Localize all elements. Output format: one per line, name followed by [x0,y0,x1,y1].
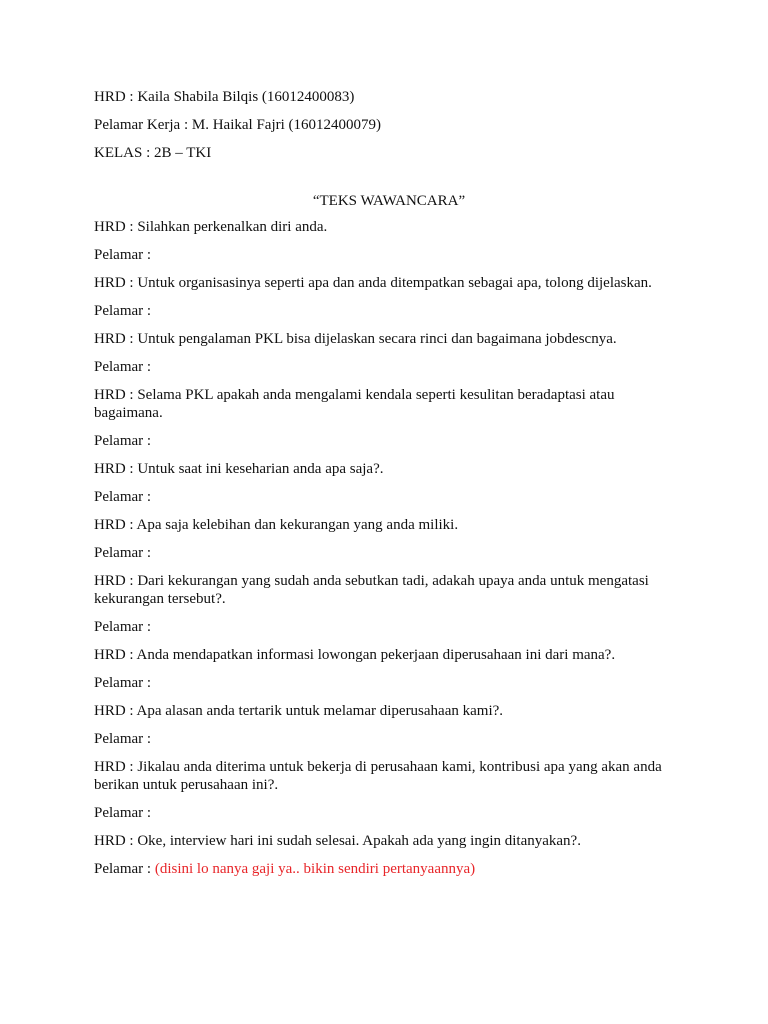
applicant-answer: Pelamar : [94,433,152,449]
applicant-answer: Pelamar : [94,359,152,375]
applicant-answer: Pelamar : [94,731,152,747]
applicant-answer: Pelamar : [94,489,152,505]
final-applicant-line [94,860,684,878]
hrd-question: HRD : Apa saja kelebihan dan kekurangan yang anda miliki. [94,517,459,533]
hrd-question: HRD : Apa alasan anda tertarik untuk melamar diperusahaan kami?. [94,703,504,719]
hrd-question: HRD : Untuk organisasinya seperti apa dan anda ditempatkan sebagai apa, tolong dijelaskan. [94,275,652,291]
hrd-question: HRD : Oke, interview hari ini sudah selesai. Apakah ada yang ingin ditanyakan?. [94,833,581,849]
hrd-question: HRD : Dari kekurangan yang sudah anda sebutkan tadi, adakah upaya anda untuk mengatasi kekurangan tersebut?. [94,573,649,607]
hrd-name-line: HRD : Kaila Shabila Bilqis (16012400083) [94,89,355,105]
applicant-answer: Pelamar : [94,619,152,635]
class-line: KELAS : 2B – TKI [94,145,212,161]
hrd-question: HRD : Anda mendapatkan informasi lowongan pekerjaan diperusahaan ini dari mana?. [94,647,616,663]
dialogue [94,218,684,878]
applicant-answer: Pelamar : [94,545,152,561]
applicant-answer: Pelamar : [94,805,152,821]
document-page [94,88,684,888]
hrd-question: HRD : Untuk pengalaman PKL bisa dijelaskan secara rinci dan bagaimana jobdescnya. [94,331,617,347]
document-title: “TEKS WAWANCARA” [312,193,466,209]
applicant-answer: Pelamar : [94,247,152,263]
hrd-question: HRD : Selama PKL apakah anda mengalami kendala seperti kesulitan beradaptasi atau bagaimana. [94,387,615,421]
applicant-note: (disini lo nanya gaji ya.. bikin sendiri pertanyaannya) [154,861,476,877]
applicant-answer: Pelamar : [94,675,152,691]
applicant-answer: Pelamar : [94,303,152,319]
hrd-question: HRD : Untuk saat ini keseharian anda apa saja?. [94,461,384,477]
applicant-label: Pelamar : [94,861,152,877]
hrd-question: HRD : Silahkan perkenalkan diri anda. [94,219,328,235]
applicant-name-line: Pelamar Kerja : M. Haikal Fajri (16012400079) [94,117,382,133]
hrd-question: HRD : Jikalau anda diterima untuk bekerja di perusahaan kami, kontribusi apa yang akan anda berikan untuk perusahaan ini?. [94,759,662,793]
